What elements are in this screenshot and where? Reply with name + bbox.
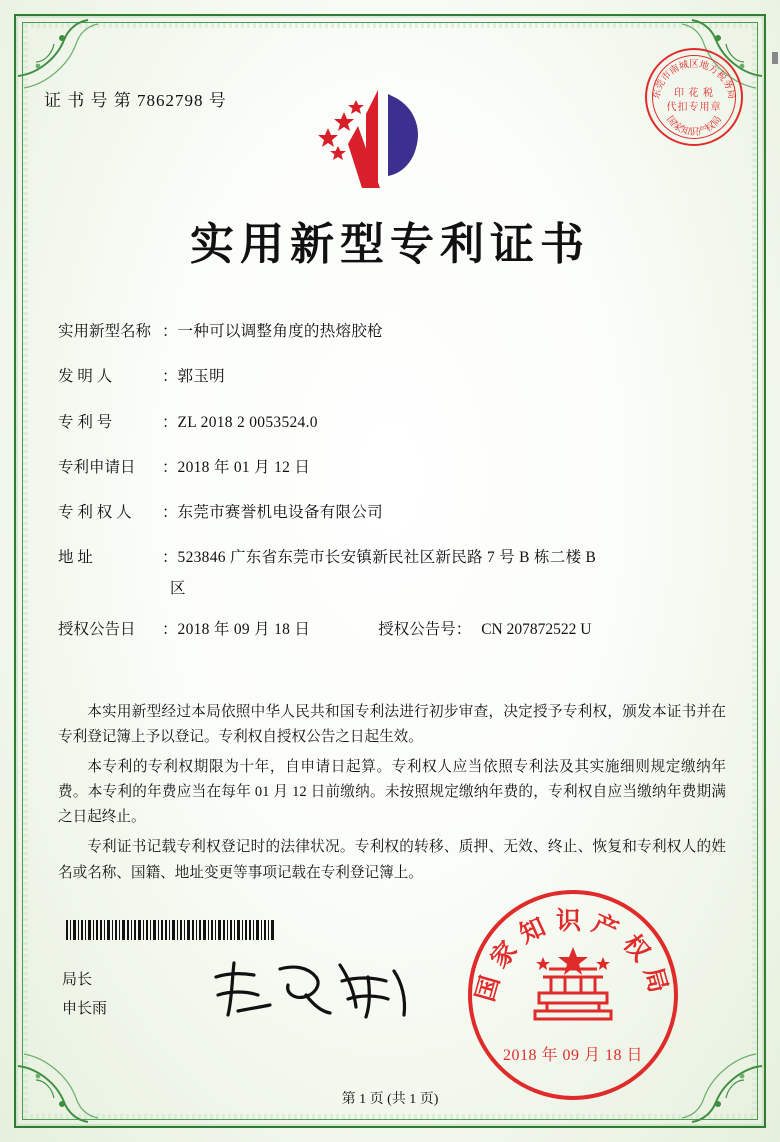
field-separator: ： (162, 504, 178, 521)
label-grant-number: 授权公告号： (378, 620, 472, 638)
value-patentee: 东莞市赛誉机电设备有限公司 (177, 504, 383, 521)
label-inventor: 发 明 人 (58, 368, 113, 386)
label-patentee: 专 利 权 人 (58, 504, 132, 521)
value-grant-date: 2018 年 09 月 18 日 (177, 620, 311, 638)
value-address-continuation: 区 (170, 579, 186, 597)
legal-text-block (58, 700, 726, 891)
paragraph-3: 专利证书记载专利权登记时的法律状况。专利权的转移、质押、无效、终止、恢复和专利权人的姓名或名称、国籍、地址变更等事项记载在专利登记簿上。 (58, 839, 726, 881)
value-grant-number: CN 207872522 U (481, 620, 592, 638)
field-row-inventor (58, 365, 722, 388)
field-row-grant-announcement (58, 618, 722, 641)
field-separator: ： (162, 458, 178, 476)
field-separator: ： (162, 620, 178, 638)
svg-text:东莞市南城区地方税务局: 东莞市南城区地方税务局 (651, 60, 737, 101)
certificate-number: 证 书 号 第 7862798 号 (44, 91, 227, 110)
signature-block (62, 966, 107, 1023)
field-separator: ： (162, 368, 178, 386)
value-address: 523846 广东省东莞市长安镇新民社区新民路 7 号 B 栋二楼 B (177, 549, 597, 567)
tax-stamp (645, 48, 743, 146)
paragraph-2: 本专利的专利权期限为十年，自申请日起算。专利权人应当依照专利法及其实施细则规定缴纳年费。本专利的年费应当在每年 01 月 12 日前缴纳。未按照规定缴纳年费的，专利权自应当缴纳年费期满之日起终止。 (58, 759, 726, 826)
label-application-date: 专利申请日 (58, 458, 136, 476)
field-row-utility-model-name (58, 320, 722, 343)
field-row-patentee (58, 501, 722, 524)
field-row-address (58, 546, 722, 569)
field-separator: ： (162, 323, 178, 340)
paragraph-1: 本实用新型经过本局依照中华人民共和国专利法进行初步审查，决定授予专利权，颁发本证书并在专利登记簿上予以登记。专利权自授权公告之日起生效。 (58, 704, 726, 746)
label-utility-model-name: 实用新型名称 (58, 323, 152, 340)
page-title: 实用新型专利证书 (190, 220, 590, 269)
signature-name: 申长雨 (62, 1000, 108, 1017)
value-patent-number: ZL 2018 2 0053524.0 (177, 413, 318, 431)
seal-date: 2018 年 09 月 18 日 (502, 1047, 643, 1064)
field-row-patent-number (58, 411, 722, 434)
field-separator: ： (162, 549, 178, 567)
svg-text:国家知识产权局: 国家知识产权局 (664, 114, 724, 138)
label-patent-number: 专 利 号 (58, 413, 113, 431)
field-row-application-date (58, 456, 722, 479)
official-seal (468, 890, 678, 1100)
scan-edge-mark (772, 52, 778, 64)
barcode (66, 920, 276, 940)
field-separator: ： (162, 413, 178, 431)
value-inventor: 郭玉明 (177, 368, 225, 386)
cnipa-logo-icon (318, 84, 448, 196)
value-application-date: 2018 年 01 月 12 日 (177, 458, 311, 476)
certificate-fields (58, 320, 722, 663)
tax-stamp-line1: 印 花 税 (674, 88, 714, 99)
label-grant-date: 授权公告日 (58, 620, 136, 638)
label-address: 地 址 (58, 549, 93, 567)
seal-emblem-icon (521, 947, 625, 1043)
tax-stamp-line2: 代扣专用章 (666, 102, 722, 113)
value-utility-model-name: 一种可以调整角度的热熔胶枪 (177, 323, 383, 340)
handwritten-signature (208, 955, 418, 1025)
signature-role-label: 局长 (62, 972, 93, 988)
page-footer: 第 1 页 (共 1 页) (341, 1092, 439, 1107)
svg-text:国家知识产权局: 国家知识产权局 (472, 908, 674, 1005)
